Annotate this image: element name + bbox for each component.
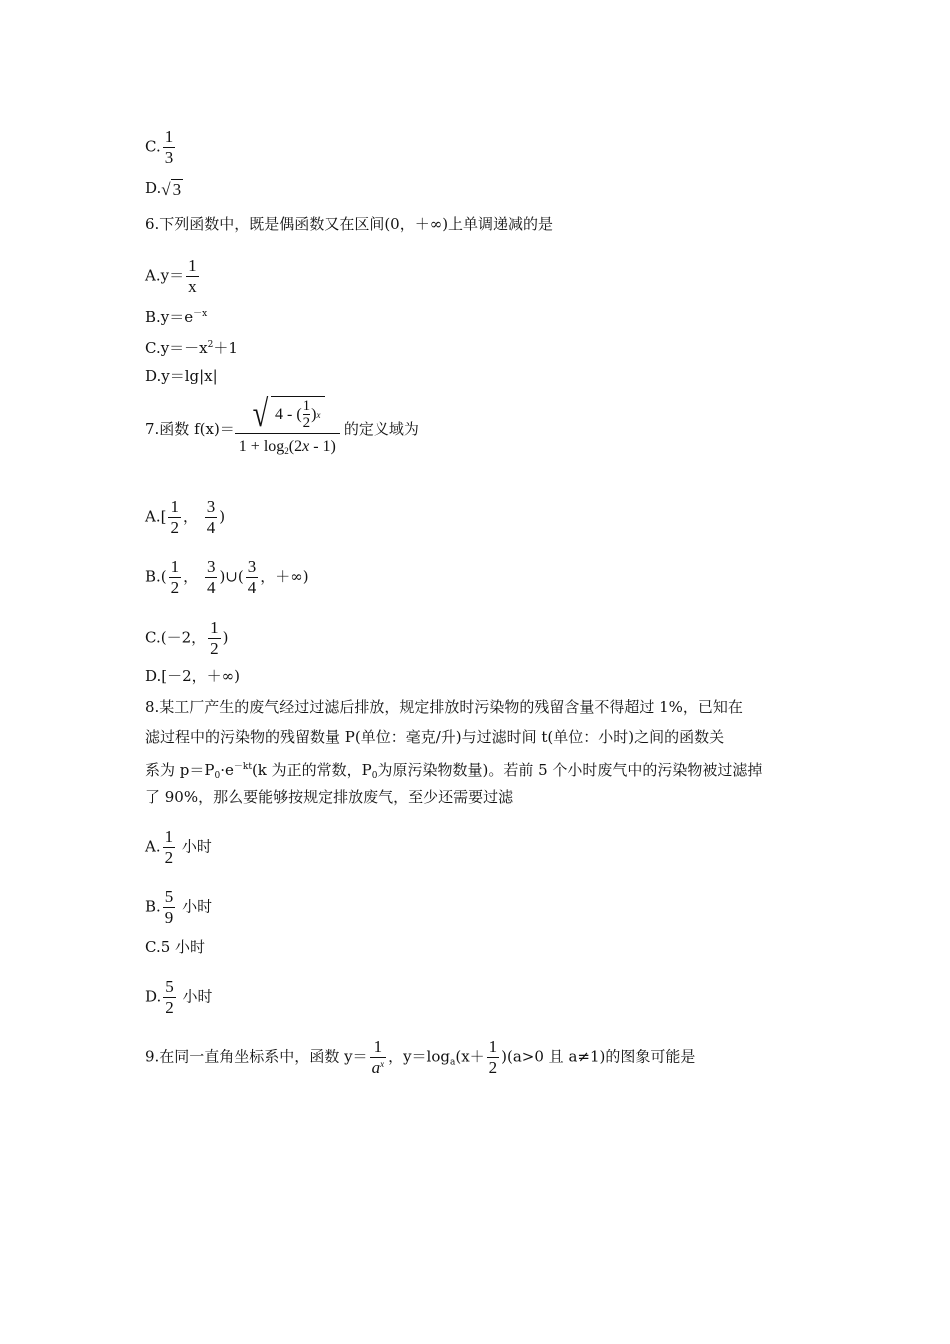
q8-option-c: C.5 小时 <box>145 938 206 956</box>
q7-option-d: D.[－2，＋∞) <box>145 667 241 685</box>
q8-option-d: D. $\frac{5}{2}$ 小时 <box>145 977 213 1017</box>
fraction: $\frac{1}{x}$ <box>188 256 197 296</box>
q6-option-b: $B.y=e^{-x}$ <box>145 308 208 326</box>
q6-option-a: A.y＝ $\frac{1}{x}$ <box>145 256 197 296</box>
q7-option-a: A.[ $\frac{1}{2}$ ， $\frac{3}{4}$ ) <box>145 497 226 537</box>
q5-option-d: D. √ 3 <box>145 179 182 199</box>
q6-stem: 6.下列函数中，既是偶函数又在区间(0，＋∞)上单调递减的是 <box>145 215 554 233</box>
q8-option-b: B. $\frac{5}{9}$ 小时 <box>145 887 213 927</box>
q8-line-4: 了 90%，那么要能够按规定排放废气，至少还需要过滤 <box>145 788 514 806</box>
q8-line-2: 滤过程中的污染物的残留数量 P(单位：毫克/升)与过滤时间 t(单位：小时)之间的函数关 <box>145 728 725 746</box>
q7-stem: 7.函数 f(x)＝ √ 4 - ( 1 2 ) x $1 + \log_2(2x - 1)$ 的定义域为 <box>145 396 419 461</box>
q8-line-3: 系为 $p=P_0\cdot e^{-kt}(k$ 为正的常数，$P_0$为原污染物数量)。若前 5 个小时废气中的污染物被过滤掉 <box>145 761 763 781</box>
q6-option-c: $C.y=-x^2+1$ <box>145 339 238 357</box>
q7-option-c: C.(－2， $\frac{1}{2}$ ) <box>145 618 229 658</box>
q6-option-d: D.y＝lg|x| <box>145 367 218 385</box>
square-root: √ 3 <box>161 179 182 199</box>
radical-sign: √ <box>252 393 269 435</box>
fraction: $\frac{1}{3}$ <box>164 127 174 167</box>
q7-option-b: B.( $\frac{1}{2}$ ， $\frac{3}{4}$ )∪( $\frac{3}{4}$ ，＋∞) <box>145 557 309 597</box>
q8-option-a: A. $\frac{1}{2}$ 小时 <box>145 827 212 867</box>
domain-fraction: √ 4 - ( 1 2 ) x $1 + \log_2(2x - 1)$ <box>235 396 340 461</box>
q9-stem: 9.在同一直角坐标系中，函数 y＝ $\frac{1}{a^x}$ ，$y=\log_a(x+$ $\frac{1}{2}$ )(a>0 且 a≠1)的图象可能是 <box>145 1037 696 1077</box>
q5-option-c: C. $\frac{1}{3}$ <box>145 127 174 167</box>
q8-line-1: 8.某工厂产生的废气经过过滤后排放，规定排放时污染物的残留含量不得超过 1%，已知在 <box>145 698 743 716</box>
